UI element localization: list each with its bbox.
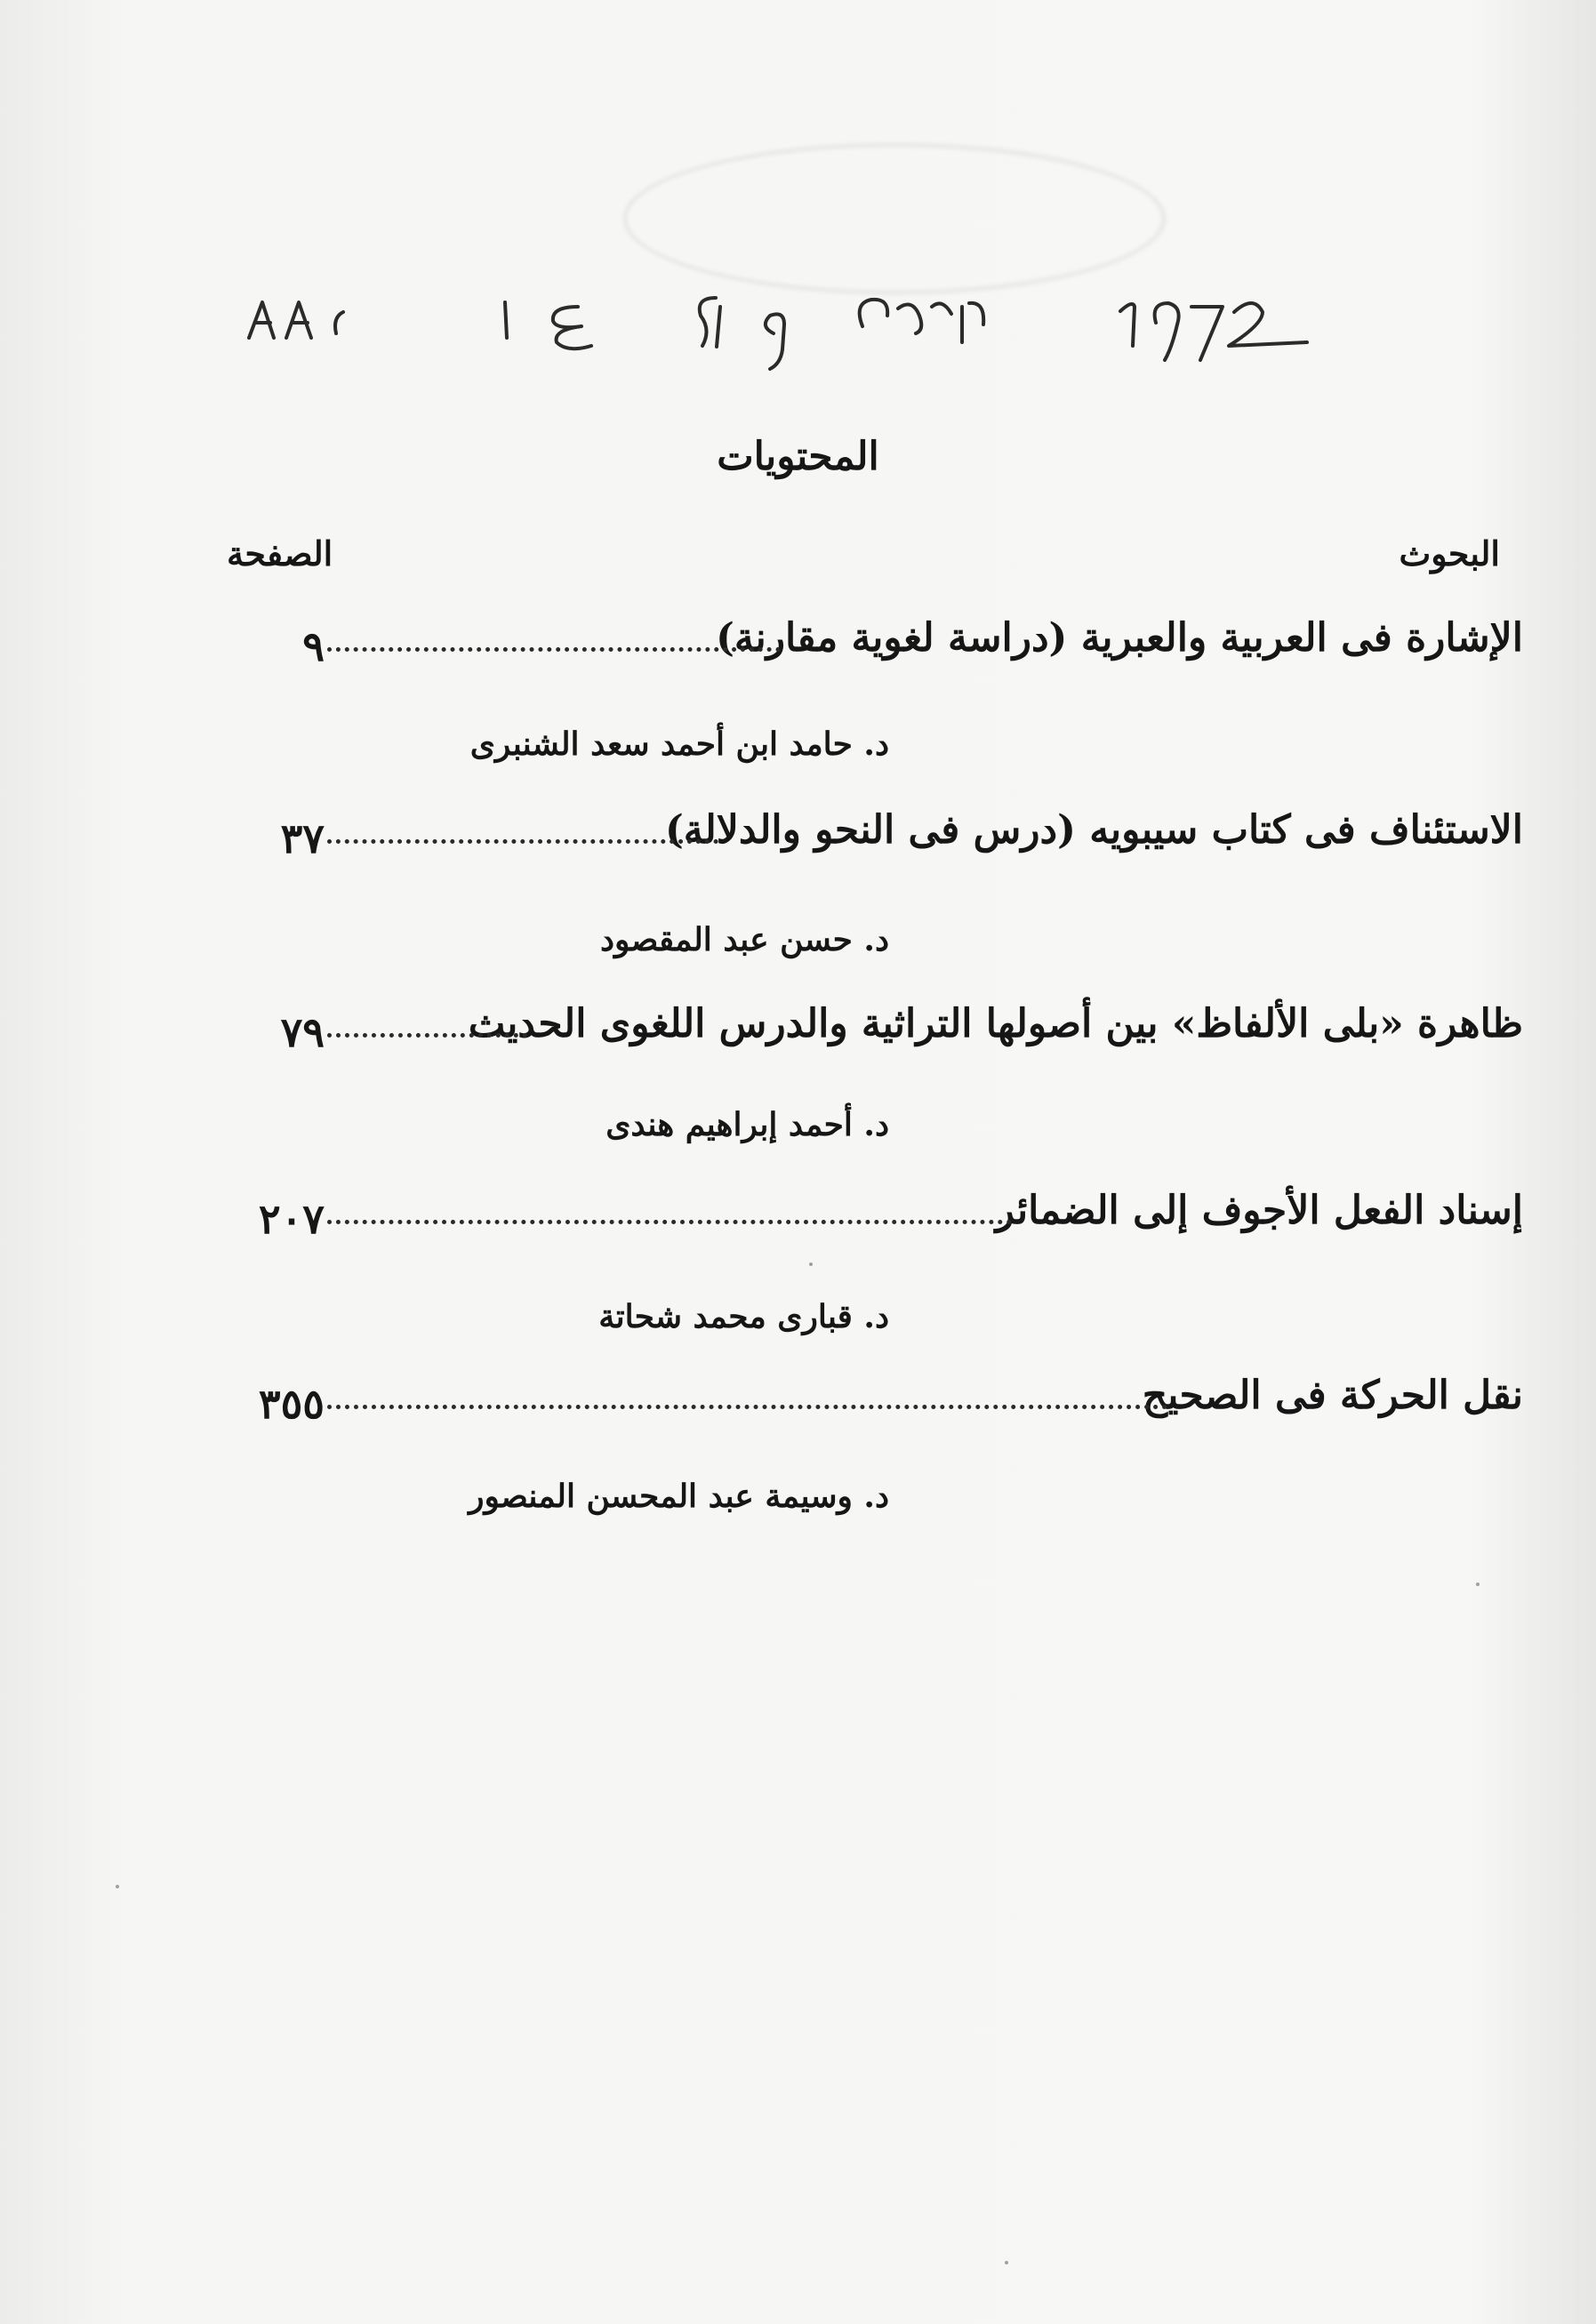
leader-dots [327,1399,1167,1409]
toc-entry-title: الإشارة فى العربية والعبرية (دراسة لغوية مقارنة) [716,615,1523,661]
handwritten-catalogue-number [240,271,1432,378]
leader-dots [327,1214,1012,1224]
toc-entry-title: نقل الحركة فى الصحيح [1142,1373,1523,1418]
toc-entry-page: ٧٩ [280,1008,325,1056]
handwriting-strokes [240,271,1432,378]
leader-dots [327,834,718,844]
toc-entry-page: ٣٧ [280,814,325,862]
toc-entry-author: د. وسيمة عبد المحسن المنصور [469,1478,889,1515]
toc-entry-author: د. حسن عبد المقصود [599,921,889,958]
toc-entry-page: ٩ [302,622,325,670]
leader-dots [327,642,781,652]
toc-title: المحتويات [717,434,879,479]
toc-entry-title: ظاهرة «بلى الألفاظ» بين أصولها التراثية والدرس اللغوى الحديث [468,1001,1523,1046]
toc-entry-page: ٢٠٧ [258,1195,325,1243]
leader-dots [327,1028,527,1038]
column-header-research: البحوث [1399,533,1500,573]
column-header-page: الصفحة [227,533,333,573]
toc-entry-author: د. قبارى محمد شحاتة [598,1298,889,1335]
toc-entry-author: د. حامد ابن أحمد سعد الشنبرى [469,725,889,763]
toc-entry-author: د. أحمد إبراهيم هندى [606,1106,889,1143]
toc-entry-title: إسناد الفعل الأجوف إلى الضمائر [995,1188,1523,1233]
toc-entry-title: الاستئناف فى كتاب سيبويه (درس فى النحو والدلالة) [664,807,1523,853]
toc-entry-page: ٣٥٥ [258,1380,325,1428]
